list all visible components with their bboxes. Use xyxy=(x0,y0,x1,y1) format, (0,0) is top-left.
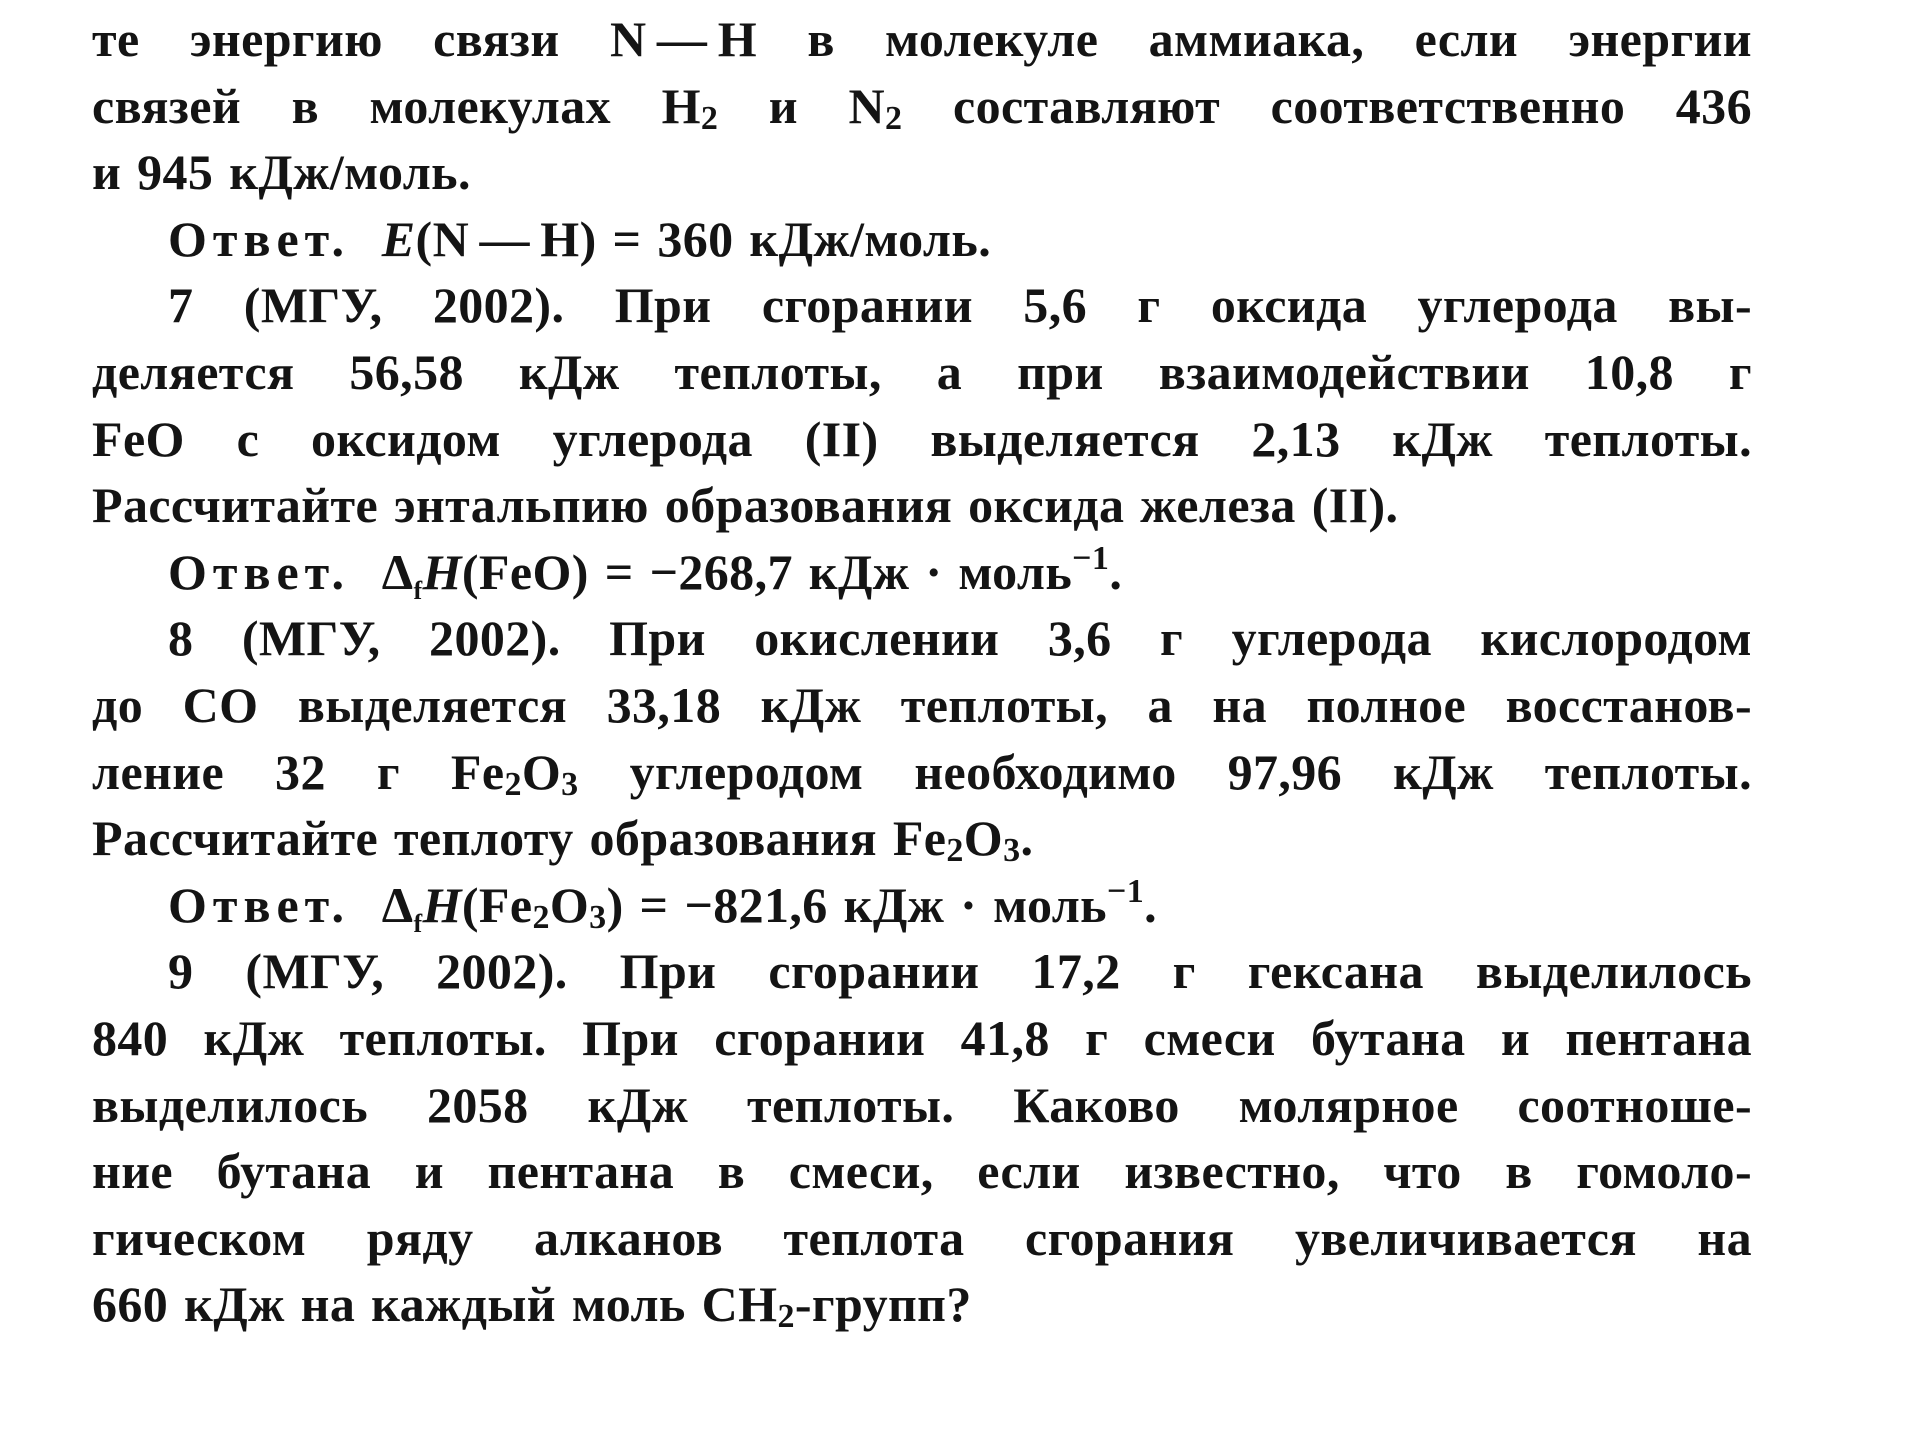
subscript: 3 xyxy=(589,898,607,936)
answer-value: ) = −821,6 кДж · моль xyxy=(606,876,1107,933)
problem-heading: 8 (МГУ, 2002). xyxy=(168,610,561,667)
subscript: 2 xyxy=(532,898,550,936)
subscript: f xyxy=(413,575,423,605)
text-fragment: O xyxy=(963,810,1004,867)
problem7-line-3: FeO с оксидом углерода (II) выделяется 2,13 кДж теплоты. xyxy=(92,410,1752,467)
answer-value: (N — H) = 360 кДж/моль. xyxy=(415,210,992,267)
delta-symbol: Δ xyxy=(381,876,414,933)
subscript: 3 xyxy=(561,765,579,803)
problem9-line-3: выделилось 2058 кДж теплоты. Каково молярное соотноше- xyxy=(92,1076,1752,1133)
answer-7 xyxy=(92,539,1752,606)
text-fragment: составляют соответственно 436 xyxy=(902,77,1752,134)
text-fragment: ление 32 г Fe xyxy=(92,743,505,800)
text-fragment: . xyxy=(1020,810,1034,867)
problem9-line-6 xyxy=(92,1271,1752,1338)
text-fragment: При окислении 3,6 г углерода кислородом xyxy=(560,610,1752,667)
subscript: 2 xyxy=(777,1298,795,1336)
text-fragment: -групп? xyxy=(794,1276,972,1333)
enthalpy-symbol: H xyxy=(422,876,462,933)
problem6-line-2 xyxy=(92,73,1752,140)
problem8-line-1 xyxy=(92,605,1752,672)
text-fragment: . xyxy=(1144,876,1158,933)
text-fragment: (Fe xyxy=(461,876,533,933)
text-fragment: O xyxy=(521,743,562,800)
text-fragment: 660 кДж на каждый моль CH xyxy=(92,1276,778,1333)
problem7-line-2: деляется 56,58 кДж теплоты, а при взаимодействии 10,8 г xyxy=(92,343,1752,400)
subscript: 2 xyxy=(700,99,719,137)
problem8-line-3 xyxy=(92,739,1752,806)
text-fragment: . xyxy=(1109,543,1123,600)
problem9-line-2: 840 кДж теплоты. При сгорании 41,8 г смеси бутана и пентана xyxy=(92,1009,1752,1066)
problem7-line-1 xyxy=(92,272,1752,339)
answer-label: Ответ. xyxy=(168,543,350,600)
problem8-line-4 xyxy=(92,805,1752,872)
answer-6 xyxy=(92,206,1752,273)
delta-symbol: Δ xyxy=(381,543,414,600)
problem8-line-2: до CO выделяется 33,18 кДж теплоты, а на полное восстанов- xyxy=(92,676,1752,733)
text-fragment: O xyxy=(549,876,590,933)
problem-heading: 7 (МГУ, 2002). xyxy=(168,277,565,334)
problem6-line-3: и 945 кДж/моль. xyxy=(92,144,471,201)
document-page xyxy=(92,6,1752,1338)
problem-heading: 9 (МГУ, 2002). xyxy=(168,943,568,1000)
answer-value: (FeO) = −268,7 кДж · моль xyxy=(461,543,1073,600)
text-fragment: При сгорании 17,2 г гексана выделилось xyxy=(567,943,1752,1000)
text-fragment: и N xyxy=(718,77,886,134)
problem9-line-5: гическом ряду алканов теплота сгорания увеличивается на xyxy=(92,1209,1752,1266)
text-fragment: связей в молекулах H xyxy=(92,77,701,134)
problem7-line-4: Рассчитайте энтальпию образования оксида железа (II). xyxy=(92,477,1399,534)
subscript: f xyxy=(413,908,423,938)
energy-symbol: E xyxy=(381,210,416,267)
superscript: −1 xyxy=(1106,872,1145,910)
text-fragment: углеродом необходимо 97,96 кДж теплоты. xyxy=(578,743,1752,800)
answer-8 xyxy=(92,872,1752,939)
problem9-line-1 xyxy=(92,938,1752,1005)
subscript: 3 xyxy=(1003,832,1021,870)
answer-label: Ответ. xyxy=(168,876,350,933)
superscript: −1 xyxy=(1072,539,1110,577)
problem6-line-1: те энергию связи N — H в молекуле аммиака, если энергии xyxy=(92,11,1752,67)
subscript: 2 xyxy=(885,99,903,137)
enthalpy-symbol: H xyxy=(422,543,462,600)
problem9-line-4: ние бутана и пентана в смеси, если известно, что в гомоло- xyxy=(92,1143,1752,1200)
subscript: 2 xyxy=(946,832,964,870)
answer-label: Ответ. xyxy=(168,210,350,267)
text-fragment: При сгорании 5,6 г оксида углерода вы- xyxy=(564,277,1752,334)
text-fragment: Рассчитайте теплоту образования Fe xyxy=(92,810,947,867)
subscript: 2 xyxy=(504,765,522,803)
